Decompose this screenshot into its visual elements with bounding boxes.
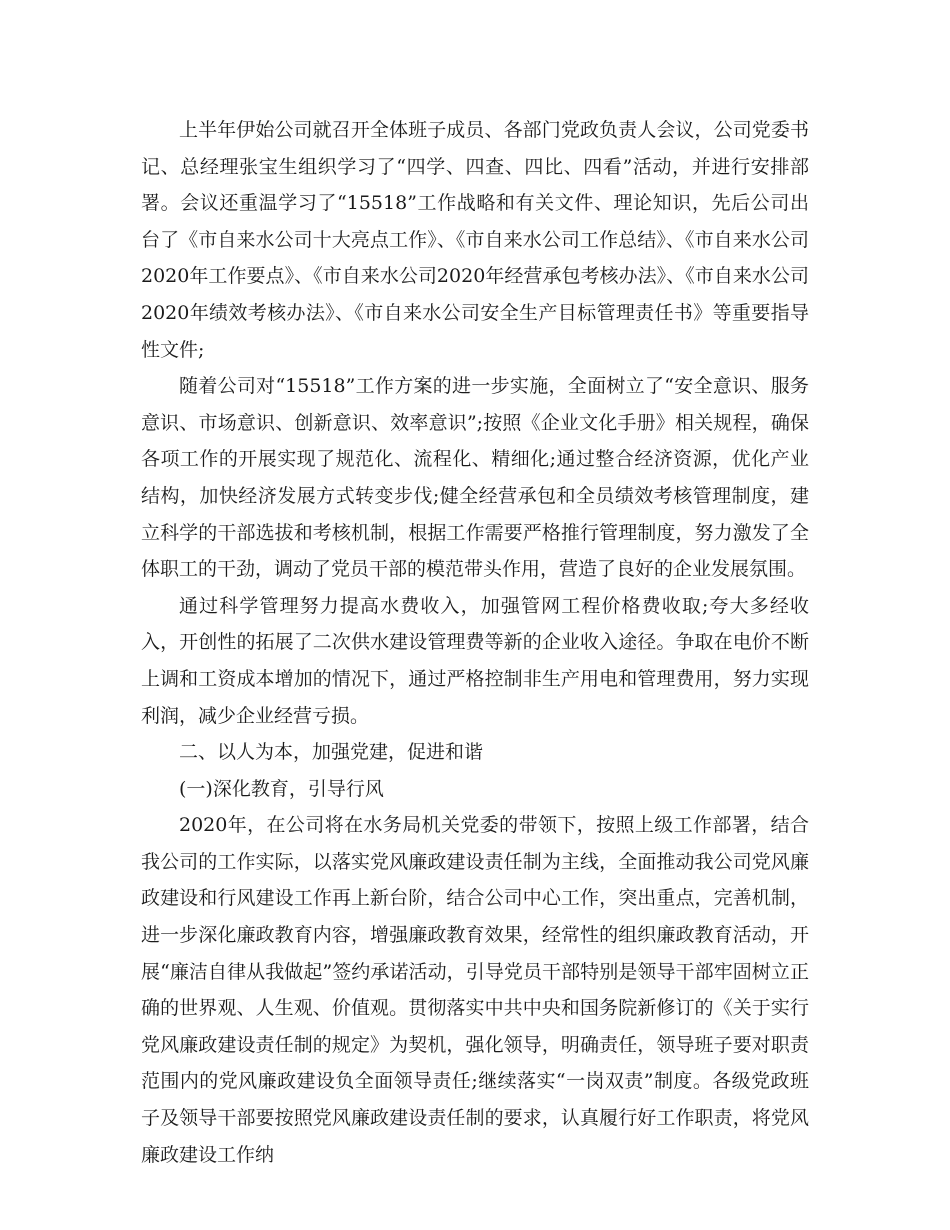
document-page xyxy=(141,112,809,1173)
section-heading: 二、以人为本，加强党建，促进和谐 xyxy=(179,741,484,764)
paragraph-1: 上半年伊始公司就召开全体班子成员、各部门党政负责人会议，公司党委书记、总经理张宝生组织学习了“四学、四查、四比、四看”活动，并进行安排部署。会议还重温学习了“15518”工作战略和有关文件、理论知识，先后公司出台了《市自来水公司十大亮点工作》、《市自来水公司工作总结》、《市自来水公司2020年工作要点》、《市自来水公司2020年经营承包考核办法》、《市自来水公司2020年绩效考核办法》、《市自来水公司安全生产目标管理责任书》等重要指导性文件; xyxy=(141,119,809,361)
paragraph-4: 2020年，在公司将在水务局机关党委的带领下，按照上级工作部署，结合我公司的工作实际，以落实党风廉政建设责任制为主线，全面推动我公司党风廉政建设和行风建设工作再上新台阶，结合公司中心工作，突出重点，完善机制，进一步深化廉政教育内容，增强廉政教育效果，经常性的组织廉政教育活动，开展“廉洁自律从我做起”签约承诺活动，引导党员干部特别是领导干部牢固树立正确的世界观、人生观、价值观。贯彻落实中共中央和国务院新修订的《关于实行党风廉政建设责任制的规定》为契机，强化领导，明确责任，领导班子要对职责范围内的党风廉政建设负全面领导责任;继续落实“一岗双责”制度。各级党政班子及领导干部要按照党风廉政建设责任制的要求，认真履行好工作职责，将党风廉政建设工作纳 xyxy=(141,814,809,1166)
paragraph-2: 随着公司对“15518”工作方案的进一步实施，全面树立了“安全意识、服务意识、市场意识、创新意识、效率意识”;按照《企业文化手册》相关规程，确保各项工作的开展实现了规范化、流程化、精细化;通过整合经济资源，优化产业结构，加快经济发展方式转变步伐;健全经营承包和全员绩效考核管理制度，建立科学的干部选拔和考核机制，根据工作需要严格推行管理制度，努力激发了全体职工的干劲，调动了党员干部的模范带头作用，营造了良好的企业发展氛围。 xyxy=(141,375,809,581)
paragraph-3: 通过科学管理努力提高水费收入，加强管网工程价格费收取;夸大多经收入，开创性的拓展了二次供水建设管理费等新的企业收入途径。争取在电价不断上调和工资成本增加的情况下，通过严格控制非生产用电和管理费用，努力实现利润，减少企业经营亏损。 xyxy=(141,594,809,727)
subsection-heading: (一)深化教育，引导行风 xyxy=(179,777,384,800)
